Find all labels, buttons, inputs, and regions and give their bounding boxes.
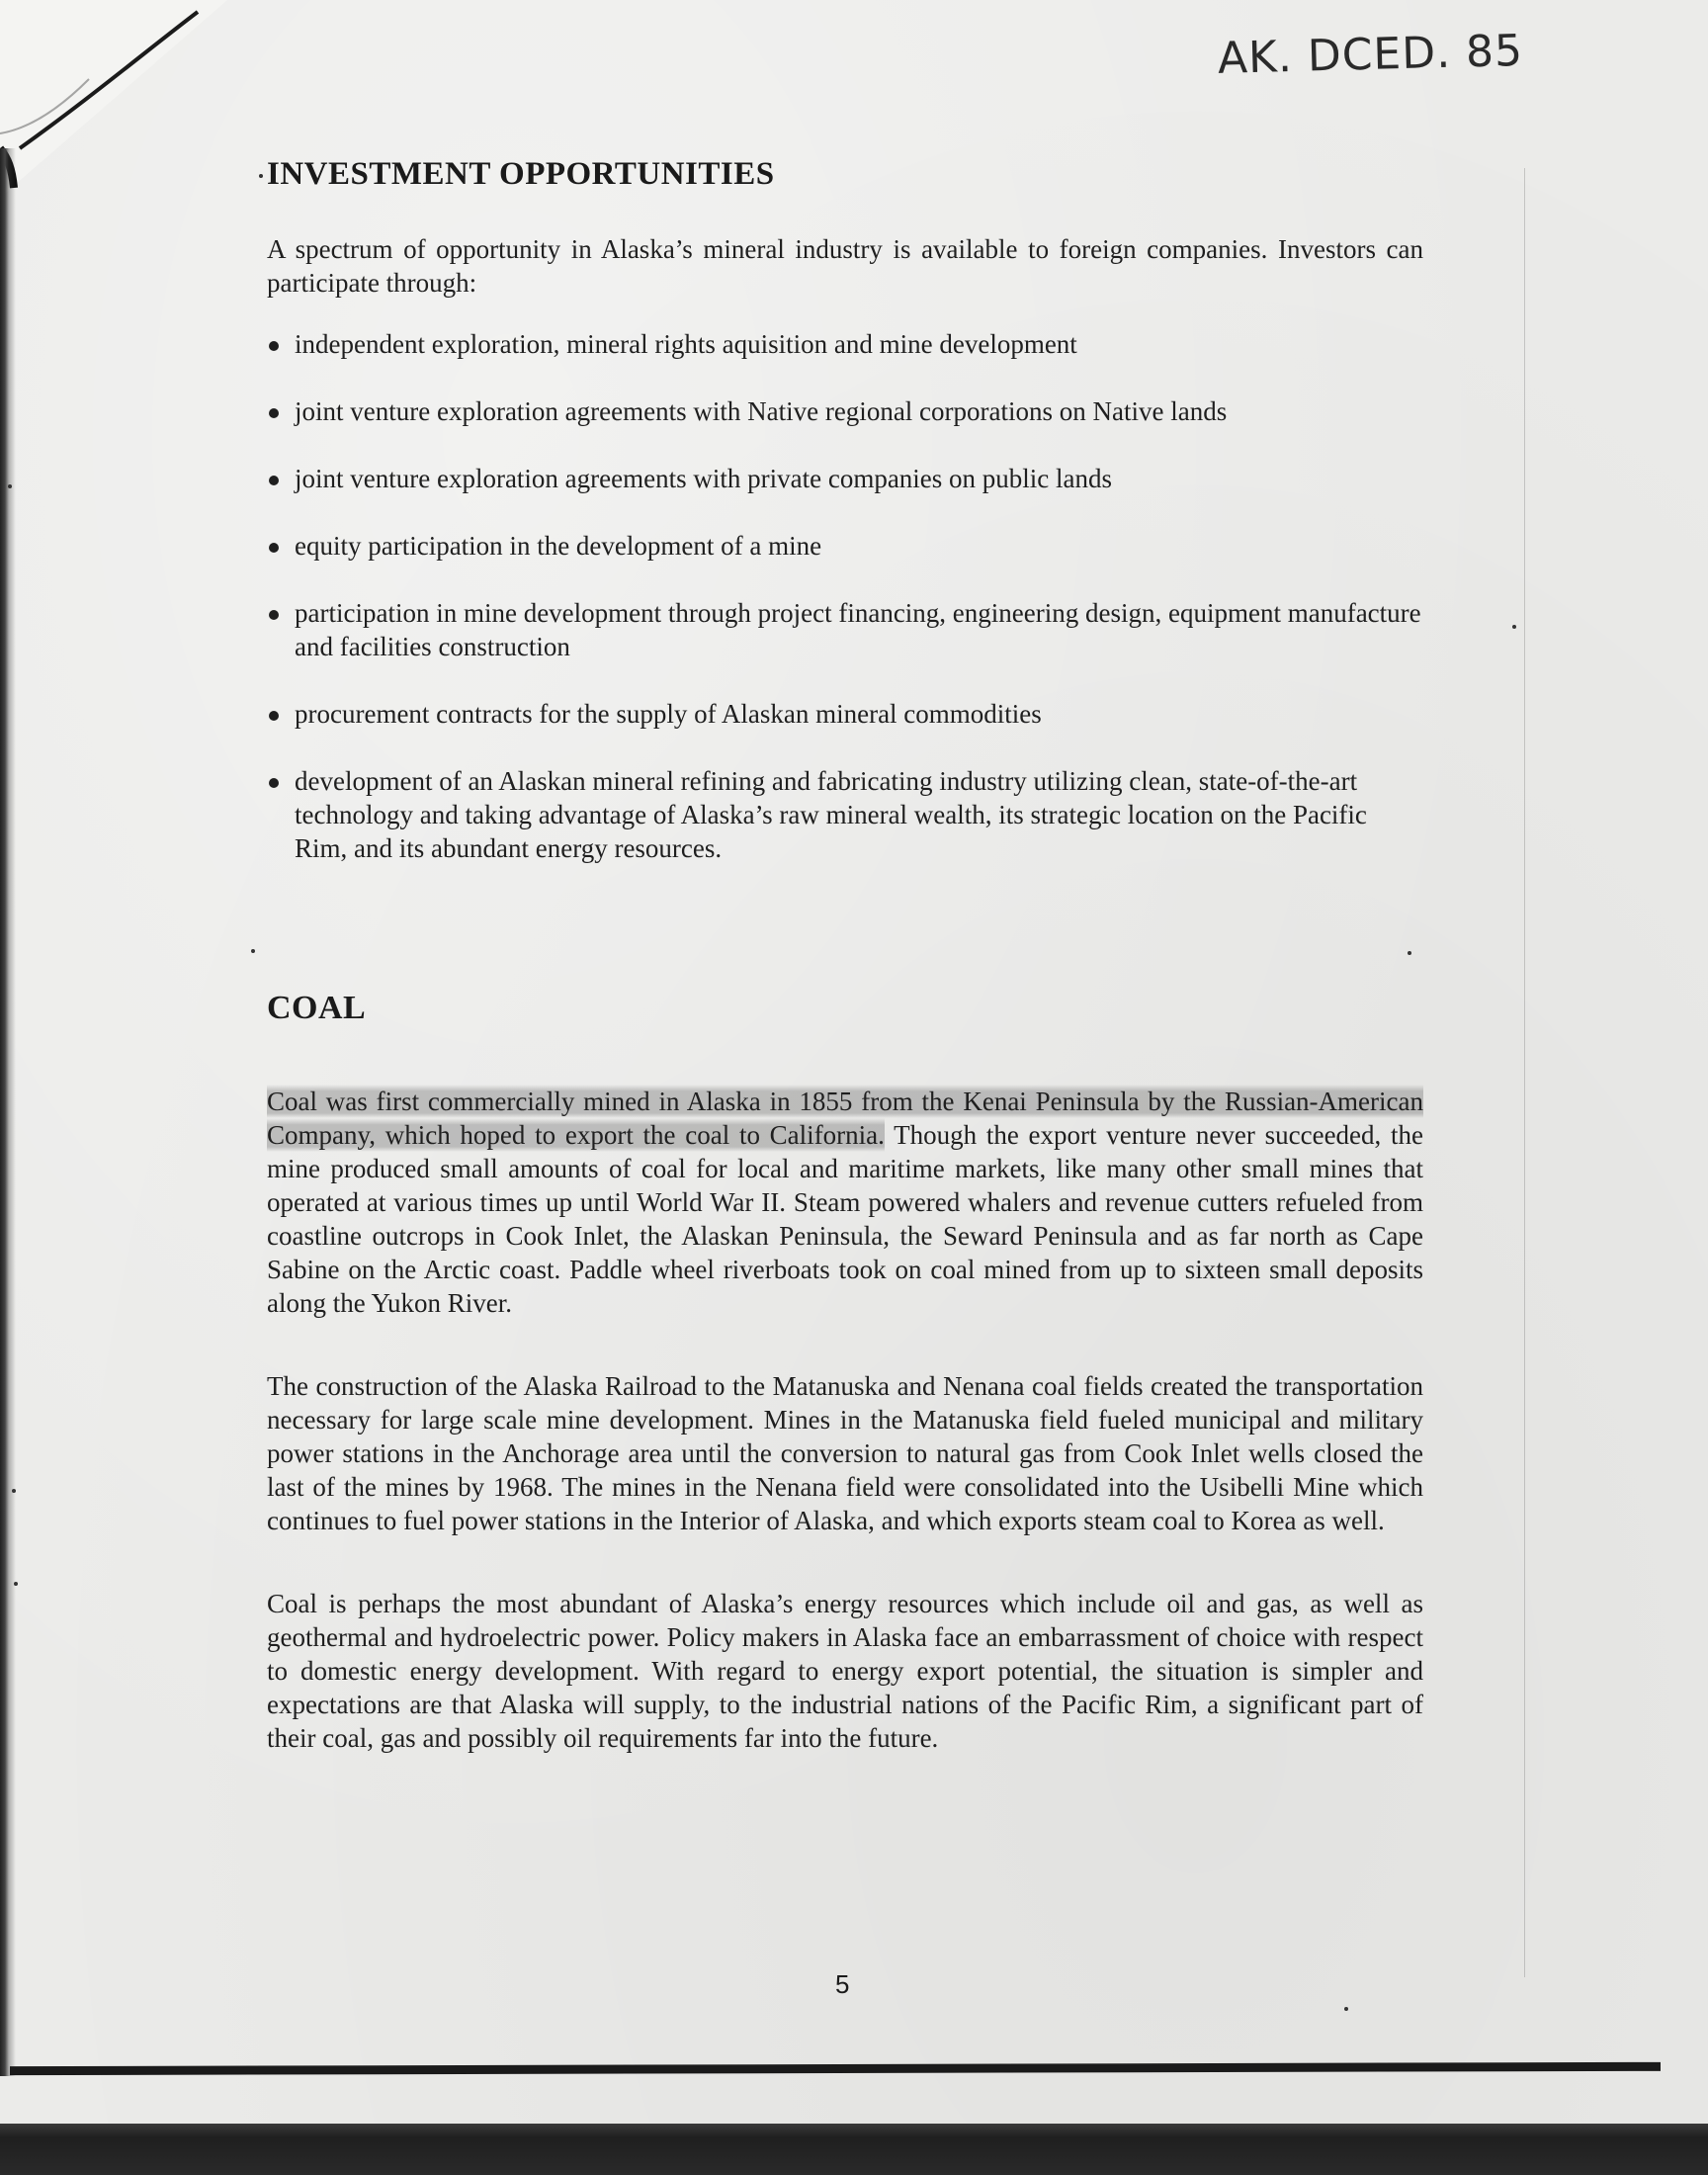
list-item: joint venture exploration agreements with private companies on public lands bbox=[267, 462, 1423, 495]
binding-shadow bbox=[0, 148, 16, 2076]
investment-intro: A spectrum of opportunity in Alaska’s mineral industry is available to foreign companies. Investors can participate through: bbox=[267, 234, 1423, 298]
scanner-bottom-edge bbox=[0, 2124, 1708, 2175]
list-item: development of an Alaskan mineral refining and fabricating industry utilizing clean, state-of-the-art technology and taking advantage of Alaska’s raw mineral wealth, its strategic location on the Pacific Rim, and its abundant energy resources. bbox=[267, 764, 1423, 865]
handwritten-annotation: AK. DCED. 85 bbox=[1217, 25, 1524, 84]
paragraph-text: Though the export venture never succeeded, the mine produced small amounts of coal for local and maritime markets, like many other small mines that operated at various times up until World War II. Steam powered whalers and revenue cutters refueled from coastline outcrops in Cook Inlet, the Alaskan Peninsula, the Seward Peninsula and as far north as Cape Sabine on the Arctic coast. Paddle wheel riverboats took on coal mined from up to sixteen small deposits along the Yukon River. bbox=[267, 1120, 1423, 1318]
scan-speck bbox=[1512, 625, 1516, 629]
investment-heading: INVESTMENT OPPORTUNITIES bbox=[267, 156, 775, 192]
scan-speck bbox=[259, 174, 263, 178]
highlighted-text: Coal was first commercially mined in Alaska in 1855 from the Kenai Peninsula by the Russian-American Company, which hoped to export the coal to California. bbox=[267, 1087, 1423, 1150]
scan-speck bbox=[14, 1582, 18, 1586]
coal-paragraph-1 bbox=[267, 1085, 1423, 1320]
list-item: participation in mine development through project financing, engineering design, equipment manufacture and facilities construction bbox=[267, 596, 1423, 663]
scan-speck bbox=[251, 949, 255, 953]
list-item: joint venture exploration agreements with Native regional corporations on Native lands bbox=[267, 394, 1423, 428]
scan-speck bbox=[12, 1489, 16, 1493]
coal-paragraph-2: The construction of the Alaska Railroad to the Matanuska and Nenana coal fields created the transportation necessary for large scale mine development. Mines in the Matanuska field fueled municipal and military power stations in the Anchorage area until the conversion to natural gas from Cook Inlet wells closed the last of the mines by 1968. The mines in the Nenana field were consolidated into the Usibelli Mine which continues to fuel power stations in the Interior of Alaska, and which exports steam coal to Korea as well. bbox=[267, 1371, 1423, 1535]
list-item: independent exploration, mineral rights aquisition and mine development bbox=[267, 327, 1423, 361]
page-number: 5 bbox=[835, 1969, 850, 1999]
list-item: procurement contracts for the supply of Alaskan mineral commodities bbox=[267, 697, 1423, 731]
coal-paragraph-3: Coal is perhaps the most abundant of Alaska’s energy resources which include oil and gas, as well as geothermal and hydroelectric power. Policy makers in Alaska face an embarrassment of choice with respect to domestic energy development. With regard to energy export potential, the situation is simpler and expectations are that Alaska will supply, to the industrial nations of the Pacific Rim, a significant part of their coal, gas and possibly oil requirements far into the future. bbox=[267, 1589, 1423, 1753]
document-body bbox=[267, 156, 1423, 1755]
opportunity-list bbox=[267, 327, 1423, 865]
coal-heading: COAL bbox=[267, 990, 367, 1026]
scan-speck bbox=[1344, 2007, 1348, 2011]
scan-speck bbox=[8, 484, 12, 488]
bottom-edge-rule bbox=[10, 2062, 1661, 2075]
scan-speck bbox=[1408, 951, 1411, 955]
page-corner-curl bbox=[0, 0, 227, 198]
scan-artifact-line bbox=[1524, 168, 1525, 1977]
list-item: equity participation in the development of a mine bbox=[267, 529, 1423, 563]
